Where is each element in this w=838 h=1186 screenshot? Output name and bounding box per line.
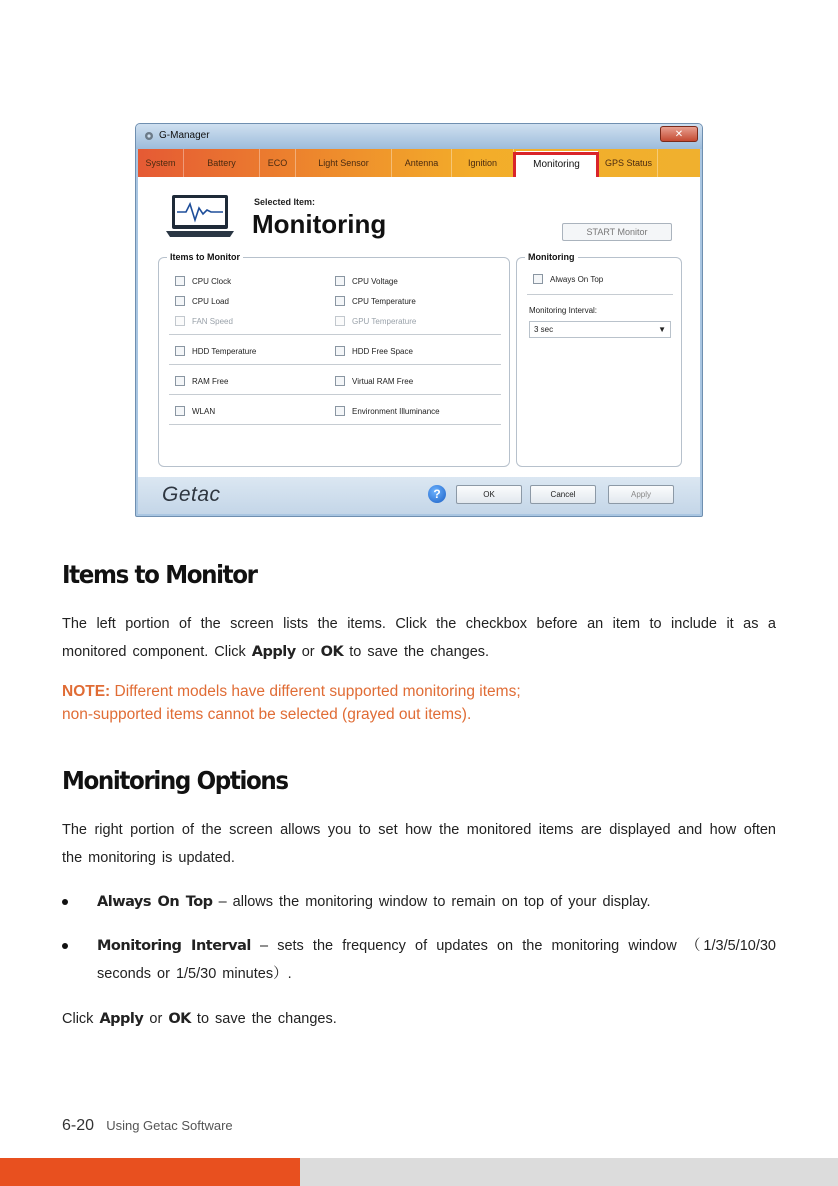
checkbox-box[interactable]: [175, 406, 185, 416]
checkbox-virtual-ram-free[interactable]: [335, 376, 413, 386]
paragraph-text: to save the changes.: [349, 644, 490, 660]
items-to-monitor-group: [158, 252, 510, 467]
ok-button[interactable]: OK: [456, 485, 522, 504]
getac-logo: Getac: [162, 483, 221, 506]
tab-antenna[interactable]: Antenna: [392, 149, 452, 177]
keyword-apply: Apply: [251, 644, 296, 660]
keyword-always-on-top: Always On Top: [97, 894, 213, 910]
divider: [527, 294, 673, 295]
note-text: Different models have different supported monitoring items;: [114, 683, 521, 700]
checkbox-label: CPU Voltage: [352, 276, 398, 286]
checkbox-label: Virtual RAM Free: [352, 376, 414, 386]
chevron-down-icon[interactable]: ▼: [658, 325, 666, 334]
cancel-button[interactable]: Cancel: [530, 485, 596, 504]
checkbox-label: GPU Temperature: [352, 316, 417, 326]
tab-system[interactable]: System: [138, 149, 184, 177]
checkbox-label: Always On Top: [550, 274, 604, 284]
tab-eco[interactable]: ECO: [260, 149, 296, 177]
title-bar: [136, 124, 702, 149]
tab-battery[interactable]: Battery: [184, 149, 260, 177]
start-monitor-button[interactable]: START Monitor: [562, 223, 672, 241]
note-block: [62, 680, 521, 726]
checkbox-fan-speed: [175, 316, 233, 326]
note-label: NOTE:: [62, 683, 111, 700]
note-text: non-supported items cannot be selected (grayed out items).: [62, 706, 472, 723]
checkbox-box[interactable]: [335, 346, 345, 356]
paragraph-text: to save the changes.: [196, 1011, 337, 1027]
list-item: [62, 932, 776, 988]
checkbox-box[interactable]: [175, 346, 185, 356]
bullet-icon: [62, 943, 68, 949]
section1-paragraph: [62, 610, 776, 666]
checkbox-box[interactable]: [335, 376, 345, 386]
checkbox-hdd-temperature[interactable]: [175, 346, 256, 356]
checkbox-box[interactable]: [335, 406, 345, 416]
laptop-monitor-icon: [166, 194, 234, 238]
paragraph-text: Click: [62, 1011, 94, 1027]
monitoring-panel: [138, 177, 700, 477]
monitoring-group-title: Monitoring: [525, 252, 578, 262]
checkbox-box: [335, 316, 345, 326]
tab-gps-status[interactable]: GPS Status: [600, 149, 658, 177]
checkbox-gpu-temperature: [335, 316, 416, 326]
section-heading-monitoring-options: Monitoring Options: [62, 766, 288, 795]
help-icon[interactable]: ?: [428, 485, 446, 503]
checkbox-label: HDD Free Space: [352, 346, 413, 356]
divider: [169, 424, 501, 425]
selected-item-label: Selected Item:: [254, 197, 316, 207]
bullet-text: – sets the frequency of updates on the monitoring window （1/3/5/10/30 seconds or 1/5/30 minutes）.: [97, 938, 776, 982]
divider: [169, 334, 501, 335]
keyword-monitoring-interval: Monitoring Interval: [97, 938, 251, 954]
items-group-title: Items to Monitor: [167, 252, 243, 262]
divider: [169, 394, 501, 395]
keyword-ok: OK: [168, 1011, 191, 1027]
checkbox-box[interactable]: [175, 276, 185, 286]
interval-value: 3 sec: [534, 325, 554, 334]
section2-paragraph: The right portion of the screen allows you to set how the monitored items are displayed and how often the monitoring is updated.: [62, 822, 776, 866]
close-button[interactable]: ✕: [660, 126, 698, 142]
checkbox-label: CPU Temperature: [352, 296, 416, 306]
bullet-icon: [62, 899, 68, 905]
checkbox-box: [175, 316, 185, 326]
checkbox-wlan[interactable]: [175, 406, 215, 416]
window-footer: [138, 477, 700, 514]
tab-bar: [138, 149, 700, 177]
checkbox-always-on-top[interactable]: [533, 274, 603, 284]
window-title: G-Manager: [159, 130, 210, 141]
checkbox-label: RAM Free: [192, 376, 229, 386]
divider: [169, 364, 501, 365]
closing-paragraph: [62, 1005, 776, 1033]
checkbox-cpu-load[interactable]: [175, 296, 229, 306]
g-manager-window: [135, 123, 703, 517]
checkbox-label: CPU Load: [192, 296, 229, 306]
paragraph-text: The left portion of the screen lists the items. Click the checkbox before an item to include it as a monitored component. Click: [62, 616, 776, 660]
footer-text: Using Getac Software: [106, 1118, 233, 1133]
paragraph-text: or: [149, 1011, 163, 1027]
tab-monitoring[interactable]: Monitoring: [516, 151, 598, 177]
footer-bar-gray: [300, 1158, 838, 1186]
checkbox-box[interactable]: [335, 276, 345, 286]
checkbox-box[interactable]: [175, 296, 185, 306]
section-heading-items-to-monitor: Items to Monitor: [62, 560, 257, 589]
tab-ignition[interactable]: Ignition: [452, 149, 514, 177]
paragraph-text: or: [301, 644, 315, 660]
apply-button[interactable]: Apply: [608, 485, 674, 504]
checkbox-label: Environment Illuminance: [352, 406, 440, 416]
selected-item-title: Monitoring: [252, 209, 387, 239]
checkbox-label: HDD Temperature: [192, 346, 257, 356]
footer-bar-accent: [0, 1158, 300, 1186]
keyword-ok: OK: [320, 644, 344, 660]
interval-select[interactable]: [529, 321, 671, 338]
checkbox-cpu-clock[interactable]: [175, 276, 231, 286]
gear-icon: [143, 130, 155, 142]
checkbox-box[interactable]: [175, 376, 185, 386]
checkbox-box[interactable]: [533, 274, 543, 284]
checkbox-hdd-free-space[interactable]: [335, 346, 413, 356]
checkbox-label: CPU Clock: [192, 276, 232, 286]
checkbox-label: FAN Speed: [192, 316, 233, 326]
bullet-text: – allows the monitoring window to remain on top of your display.: [212, 894, 651, 910]
checkbox-ram-free[interactable]: [175, 376, 228, 386]
list-item: [62, 888, 776, 916]
checkbox-cpu-voltage[interactable]: [335, 276, 398, 286]
page-number: 6-20: [62, 1117, 95, 1134]
keyword-apply: Apply: [99, 1011, 144, 1027]
monitoring-options-group: [516, 252, 682, 467]
checkbox-box[interactable]: [335, 296, 345, 306]
checkbox-label: WLAN: [192, 406, 216, 416]
tab-light-sensor[interactable]: Light Sensor: [296, 149, 392, 177]
checkbox-cpu-temperature[interactable]: [335, 296, 416, 306]
interval-label: Monitoring Interval:: [529, 306, 598, 315]
page-footer: [62, 1117, 233, 1135]
checkbox-environment-illuminance[interactable]: [335, 406, 440, 416]
